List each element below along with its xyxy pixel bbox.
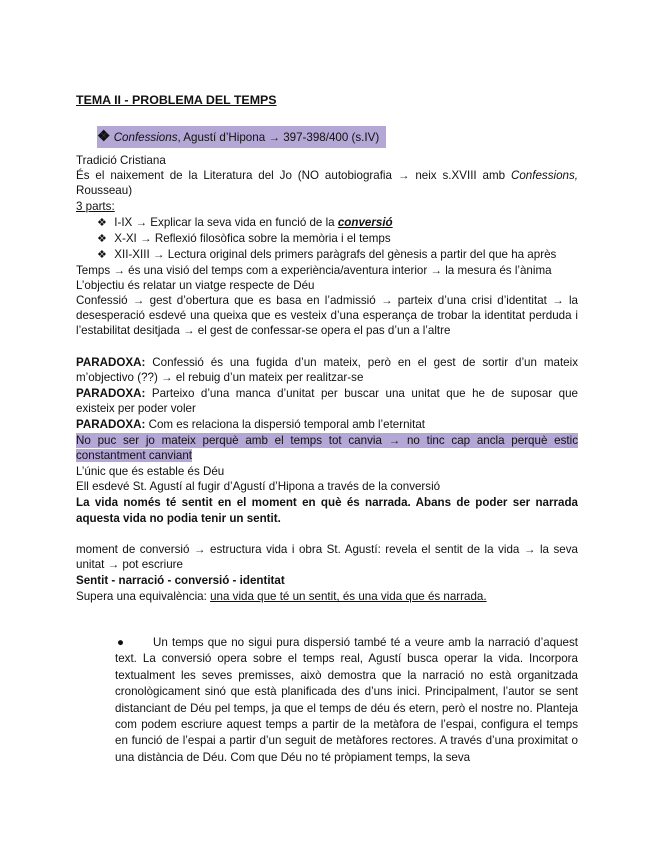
highlighted-line: No puc ser jo mateix perquè amb el temps tot canvia → no tinc cap ancla perquè estic xyxy=(76,434,578,447)
parts-label: 3 parts: xyxy=(76,200,115,213)
diamond-icon: ❖ xyxy=(97,217,107,229)
paradox-3: PARADOXA: Com es relaciona la dispersió temporal amb l’eternitat xyxy=(76,418,426,431)
diamond-icon: ❖ xyxy=(97,233,107,245)
text-line: existeix per poder voler xyxy=(76,402,196,415)
paradox-2: PARADOXA: Parteixo d’una manca d’unitat per buscar una unitat que he de suposar que xyxy=(76,387,578,400)
bullet-dot-icon: ● xyxy=(117,636,125,649)
text-line: L’objectiu és relatar un viatge respecte de Déu xyxy=(76,279,315,292)
text-line: Tradició Cristiana xyxy=(76,154,166,167)
text-line: moment de conversió → estructura vida i obra St. Agustí: revela el sentit de la vida → la seva xyxy=(76,543,578,556)
text-line: És el naixement de la Literatura del Jo (NO autobiografia → neix s.XVIII amb Confessions, xyxy=(76,169,578,182)
text-line: Rousseau) xyxy=(76,184,133,197)
list-item: ❖ XII-XIII → Lectura original dels primers paràgrafs del gènesis a partir del que ha après xyxy=(97,248,557,261)
list-item: ❖ X-XI → Reflexió filosòfica sobre la memòria i el temps xyxy=(97,232,391,245)
source-heading xyxy=(97,129,397,145)
text-line: unitat → pot escriure xyxy=(76,558,183,571)
text-line: l’estabilitat desitjada → el gest de confessar-se opera el pas d’un a l’altre xyxy=(76,324,451,337)
text-line: Confessió → gest d’obertura que es basa en l’admissió → parteix d’una crisi d’identitat → la xyxy=(76,294,578,307)
text-line: desesperació esdevé una queixa que es vesteix d’una esperança de trobar la identitat perduda i xyxy=(76,309,578,322)
paradox-1: PARADOXA: Confessió és una fugida d’un mateix, però en el gest de sortir d’un mateix xyxy=(76,356,578,369)
diamond-icon: ❖ xyxy=(97,128,111,145)
key-terms: Sentit - narració - conversió - identitat xyxy=(76,574,285,587)
text-line: Temps → és una visió del temps com a experiència/aventura interior → la mesura és l’ànima xyxy=(76,264,552,277)
text-line: L’únic que és estable és Déu xyxy=(76,465,225,478)
diamond-icon: ❖ xyxy=(97,249,107,261)
text-line: m’objectivo (??) → el rebuig d’un mateix per realitzar-se xyxy=(76,371,364,384)
bullet-paragraph: ● Un temps que no sigui pura dispersió també té a veure amb la narració d’aquest text. La conversió opera sobre el temps real, Agustí busca operar la vida. Incorpora textualment les seves premisses, això demostra que la narració no està organitzada cronològicament sinó que està planificada des d’uns inici. Principalment, l’autor se sent distanciant de Déu pel temps, ja que el temps de déu és etern, però el nostre no. Planteja com podem escriure aquest temps a partir de la metàfora de l’espai, configura el temps en funció de l’espai a partir d’un seguit de metàfores rectores. A través d’una proximitat o una distància de Déu. Com que Déu no té pròpiament temps, la seva xyxy=(115,636,578,764)
bold-statement: aquesta vida no podia tenir un sentit. xyxy=(76,512,281,525)
source-rest: , Agustí d’Hipona → 397-398/400 (s.IV) xyxy=(177,131,380,144)
equivalence-line: Supera una equivalència: una vida que té un sentit, és una vida que és narrada. xyxy=(76,590,487,603)
page-title: TEMA II - PROBLEMA DEL TEMPS xyxy=(76,93,277,107)
text-line: Ell esdevé St. Agustí al fugir d’Agustí d’Hipona a través de la conversió xyxy=(76,480,441,493)
highlighted-line: constantment canviant xyxy=(76,449,193,462)
source-work: Confessions xyxy=(113,131,178,144)
list-item: ❖ I-IX → Explicar la seva vida en funció de la conversió xyxy=(97,216,393,229)
bold-statement: La vida només té sentit en el moment en què és narrada. Abans de poder ser narrada xyxy=(76,496,578,509)
